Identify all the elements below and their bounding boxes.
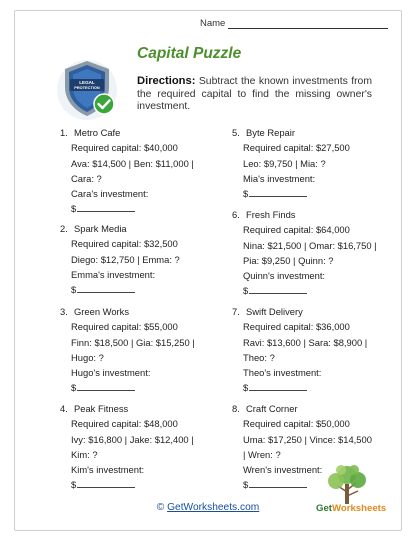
required-capital: Required capital: $64,000	[243, 224, 350, 236]
business-name: Craft Corner	[246, 403, 298, 414]
business-name: Byte Repair	[246, 127, 295, 138]
required-capital: Required capital: $36,000	[243, 321, 350, 333]
problem-5	[232, 125, 400, 201]
business-name: Swift Delivery	[246, 306, 303, 317]
investment-question: Wren's investment:	[243, 464, 323, 476]
required-capital: Required capital: $27,500	[243, 142, 350, 154]
logo-text-get: Get	[316, 503, 332, 514]
problem-4	[60, 401, 228, 493]
directions-label: Directions:	[137, 75, 196, 87]
problem-6	[232, 207, 412, 299]
name-field[interactable]	[200, 18, 388, 29]
name-line[interactable]	[228, 19, 388, 29]
investor-line: Uma: $17,250 | Vince: $14,500	[243, 433, 372, 445]
answer-field[interactable]: $	[232, 380, 400, 395]
investment-question: Theo's investment:	[243, 367, 322, 379]
logo-text-worksheets: Worksheets	[332, 503, 387, 514]
investor-line: Diego: $12,750 | Emma: ?	[71, 253, 180, 265]
legal-protection-shield-icon	[54, 55, 120, 121]
problem-1	[60, 125, 228, 217]
business-name: Metro Cafe	[74, 127, 121, 138]
investor-line: Pia: $9,250 | Quinn: ?	[243, 254, 334, 266]
logo-wordmark	[316, 503, 386, 514]
badge-line1: LEGAL	[79, 80, 95, 85]
investor-line: Nina: $21,500 | Omar: $16,750 |	[243, 239, 377, 251]
business-name: Fresh Finds	[246, 209, 296, 220]
investment-question: Kim's investment:	[71, 464, 145, 476]
page-title: Capital Puzzle	[137, 45, 242, 62]
copyright-symbol: ©	[156, 502, 165, 513]
problem-number: 6.	[232, 209, 240, 220]
business-name: Spark Media	[74, 223, 127, 234]
investor-line: Hugo: ?	[71, 351, 104, 363]
investor-line: Ivy: $16,800 | Jake: $12,400 |	[71, 433, 194, 445]
investment-question: Cara's investment:	[71, 188, 149, 200]
directions	[137, 75, 372, 114]
investor-line: Cara: ?	[71, 172, 102, 184]
investor-line: Theo: ?	[243, 351, 275, 363]
required-capital: Required capital: $40,000	[71, 142, 178, 154]
tree-logo-icon	[314, 462, 382, 524]
footer-link-text[interactable]: GetWorksheets.com	[167, 502, 260, 513]
answer-field[interactable]: $	[232, 283, 412, 298]
investment-question: Quinn's investment:	[243, 270, 326, 282]
investment-question: Hugo's investment:	[71, 367, 151, 379]
investor-line: Ravi: $13,600 | Sara: $8,900 |	[243, 336, 368, 348]
answer-field[interactable]: $	[232, 186, 400, 201]
required-capital: Required capital: $32,500	[71, 238, 178, 250]
required-capital: Required capital: $50,000	[243, 418, 350, 430]
investment-question: Emma's investment:	[71, 268, 156, 280]
problem-2	[60, 221, 228, 297]
required-capital: Required capital: $48,000	[71, 418, 178, 430]
answer-field[interactable]: $	[60, 477, 228, 492]
answer-field[interactable]: $	[232, 477, 400, 492]
problem-number: 5.	[232, 127, 240, 138]
answer-field[interactable]: $	[60, 380, 228, 395]
investor-line: Kim: ?	[71, 448, 98, 460]
problem-number: 7.	[232, 306, 240, 317]
badge-line2: PROTECTION	[74, 85, 100, 91]
required-capital: Required capital: $55,000	[71, 321, 178, 333]
problem-number: 3.	[60, 306, 68, 317]
problem-3	[60, 304, 228, 396]
problem-number: 2.	[60, 223, 68, 234]
problem-number: 1.	[60, 127, 68, 138]
problem-7	[232, 304, 400, 396]
directions-text: Subtract the known investments from the required capital to find the missing owner's investment.	[137, 76, 372, 113]
business-name: Peak Fitness	[74, 403, 129, 414]
investor-line: Ava: $14,500 | Ben: $11,000 |	[71, 157, 194, 169]
investor-line: Leo: $9,750 | Mia: ?	[243, 157, 326, 169]
answer-field[interactable]: $	[60, 282, 228, 297]
problem-number: 8.	[232, 403, 240, 414]
investor-line: Finn: $18,500 | Gia: $15,250 |	[71, 336, 195, 348]
answer-field[interactable]: $	[60, 201, 228, 216]
investment-question: Mia's investment:	[243, 172, 316, 184]
business-name: Green Works	[74, 306, 130, 317]
problem-number: 4.	[60, 403, 68, 414]
name-label: Name	[200, 18, 226, 29]
investor-line: | Wren: ?	[243, 448, 281, 460]
